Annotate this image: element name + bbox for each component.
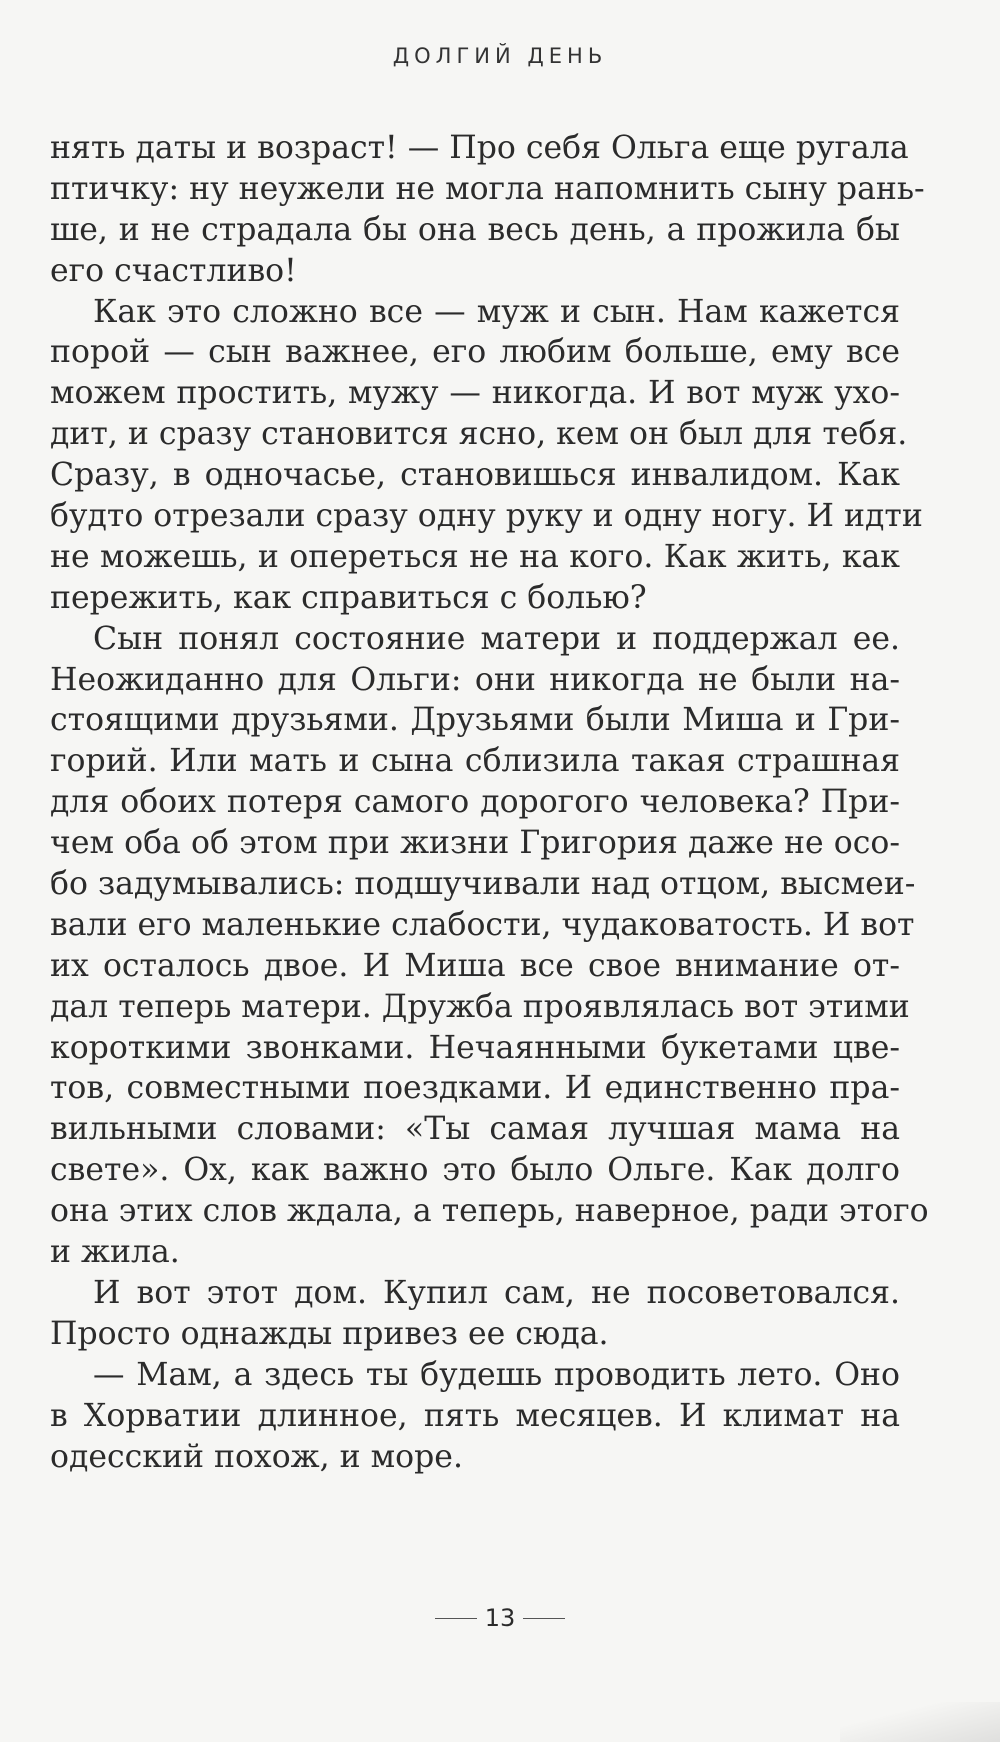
text-line: чем оба об этом при жизни Григория даже не осо- xyxy=(50,825,900,862)
text-line: для обоих потеря самого дорогого человека? При- xyxy=(50,784,900,821)
paragraph xyxy=(50,1273,900,1355)
text-line: пережить, как справиться с болью? xyxy=(50,579,647,616)
text-line: свете». Ох, как важно это было Ольге. Как долго xyxy=(50,1152,900,1189)
text-line: одесский похож, и море. xyxy=(50,1438,463,1475)
running-title: ДОЛГИЙ ДЕНЬ xyxy=(392,44,608,68)
folio-rule-right xyxy=(523,1618,565,1619)
text-line: ше, и не страдала бы она весь день, а прожила бы xyxy=(50,211,900,248)
body-text xyxy=(50,128,929,1477)
text-line: Просто однажды привез ее сюда. xyxy=(50,1315,609,1352)
text-line: будто отрезали сразу одну руку и одну ногу. И идти xyxy=(50,498,923,535)
text-line: и жила. xyxy=(50,1234,180,1271)
text-line: в Хорватии длинное, пять месяцев. И климат на xyxy=(50,1397,900,1434)
paragraph xyxy=(50,619,929,1273)
text-line: дал теперь матери. Дружба проявлялась вот этими xyxy=(50,988,910,1025)
text-line: можем простить, мужу — никогда. И вот муж ухо- xyxy=(50,375,900,412)
text-line: короткими звонками. Нечаянными букетами цве- xyxy=(50,1029,900,1066)
text-line: стоящими друзьями. Друзьями были Миша и Гри- xyxy=(50,702,900,739)
text-line: нять даты и возраст! — Про себя Ольга еще ругала xyxy=(50,130,909,166)
text-line: Сразу, в одночасье, становишься инвалидом. Как xyxy=(50,457,900,494)
text-line: его счастливо! xyxy=(50,252,297,289)
text-line: она этих слов ждала, а теперь, наверное, ради этого xyxy=(50,1193,929,1230)
paragraph xyxy=(50,1355,900,1478)
text-line: И вот этот дом. Купил сам, не посоветовался. xyxy=(93,1274,900,1311)
text-line: тов, совместными поездками. И единственно пра- xyxy=(50,1070,900,1107)
text-line: порой — сын важнее, его любим больше, ему все xyxy=(50,334,900,371)
text-line: вильными словами: «Ты самая лучшая мама на xyxy=(50,1111,900,1148)
paragraph xyxy=(50,292,923,619)
text-line: горий. Или мать и сына сблизила такая страшная xyxy=(50,743,900,780)
text-line: бо задумывались: подшучивали над отцом, высмеи- xyxy=(50,866,916,903)
paragraph xyxy=(50,128,925,292)
text-line: не можешь, и опереться не на кого. Как жить, как xyxy=(50,538,900,575)
text-line: Сын понял состояние матери и поддержал ее. xyxy=(93,620,900,657)
text-line: — Мам, а здесь ты будешь проводить лето. Оно xyxy=(93,1356,900,1393)
folio-rule-left xyxy=(435,1618,477,1619)
text-line: Неожиданно для Ольги: они никогда не были на- xyxy=(50,661,900,698)
page-number: 13 xyxy=(484,1604,516,1632)
text-line: дит, и сразу становится ясно, кем он был для тебя. xyxy=(50,416,908,453)
text-line: Как это сложно все — муж и сын. Нам кажется xyxy=(93,293,900,330)
text-line: птичку: ну неужели не могла напомнить сыну рань- xyxy=(50,170,925,207)
page-edge-shadow xyxy=(840,1702,1000,1742)
text-line: вали его маленькие слабости, чудаковатость. И вот xyxy=(50,906,915,943)
page-number-block xyxy=(0,1604,1000,1632)
text-line: их осталось двое. И Миша все свое внимание от- xyxy=(50,947,900,984)
